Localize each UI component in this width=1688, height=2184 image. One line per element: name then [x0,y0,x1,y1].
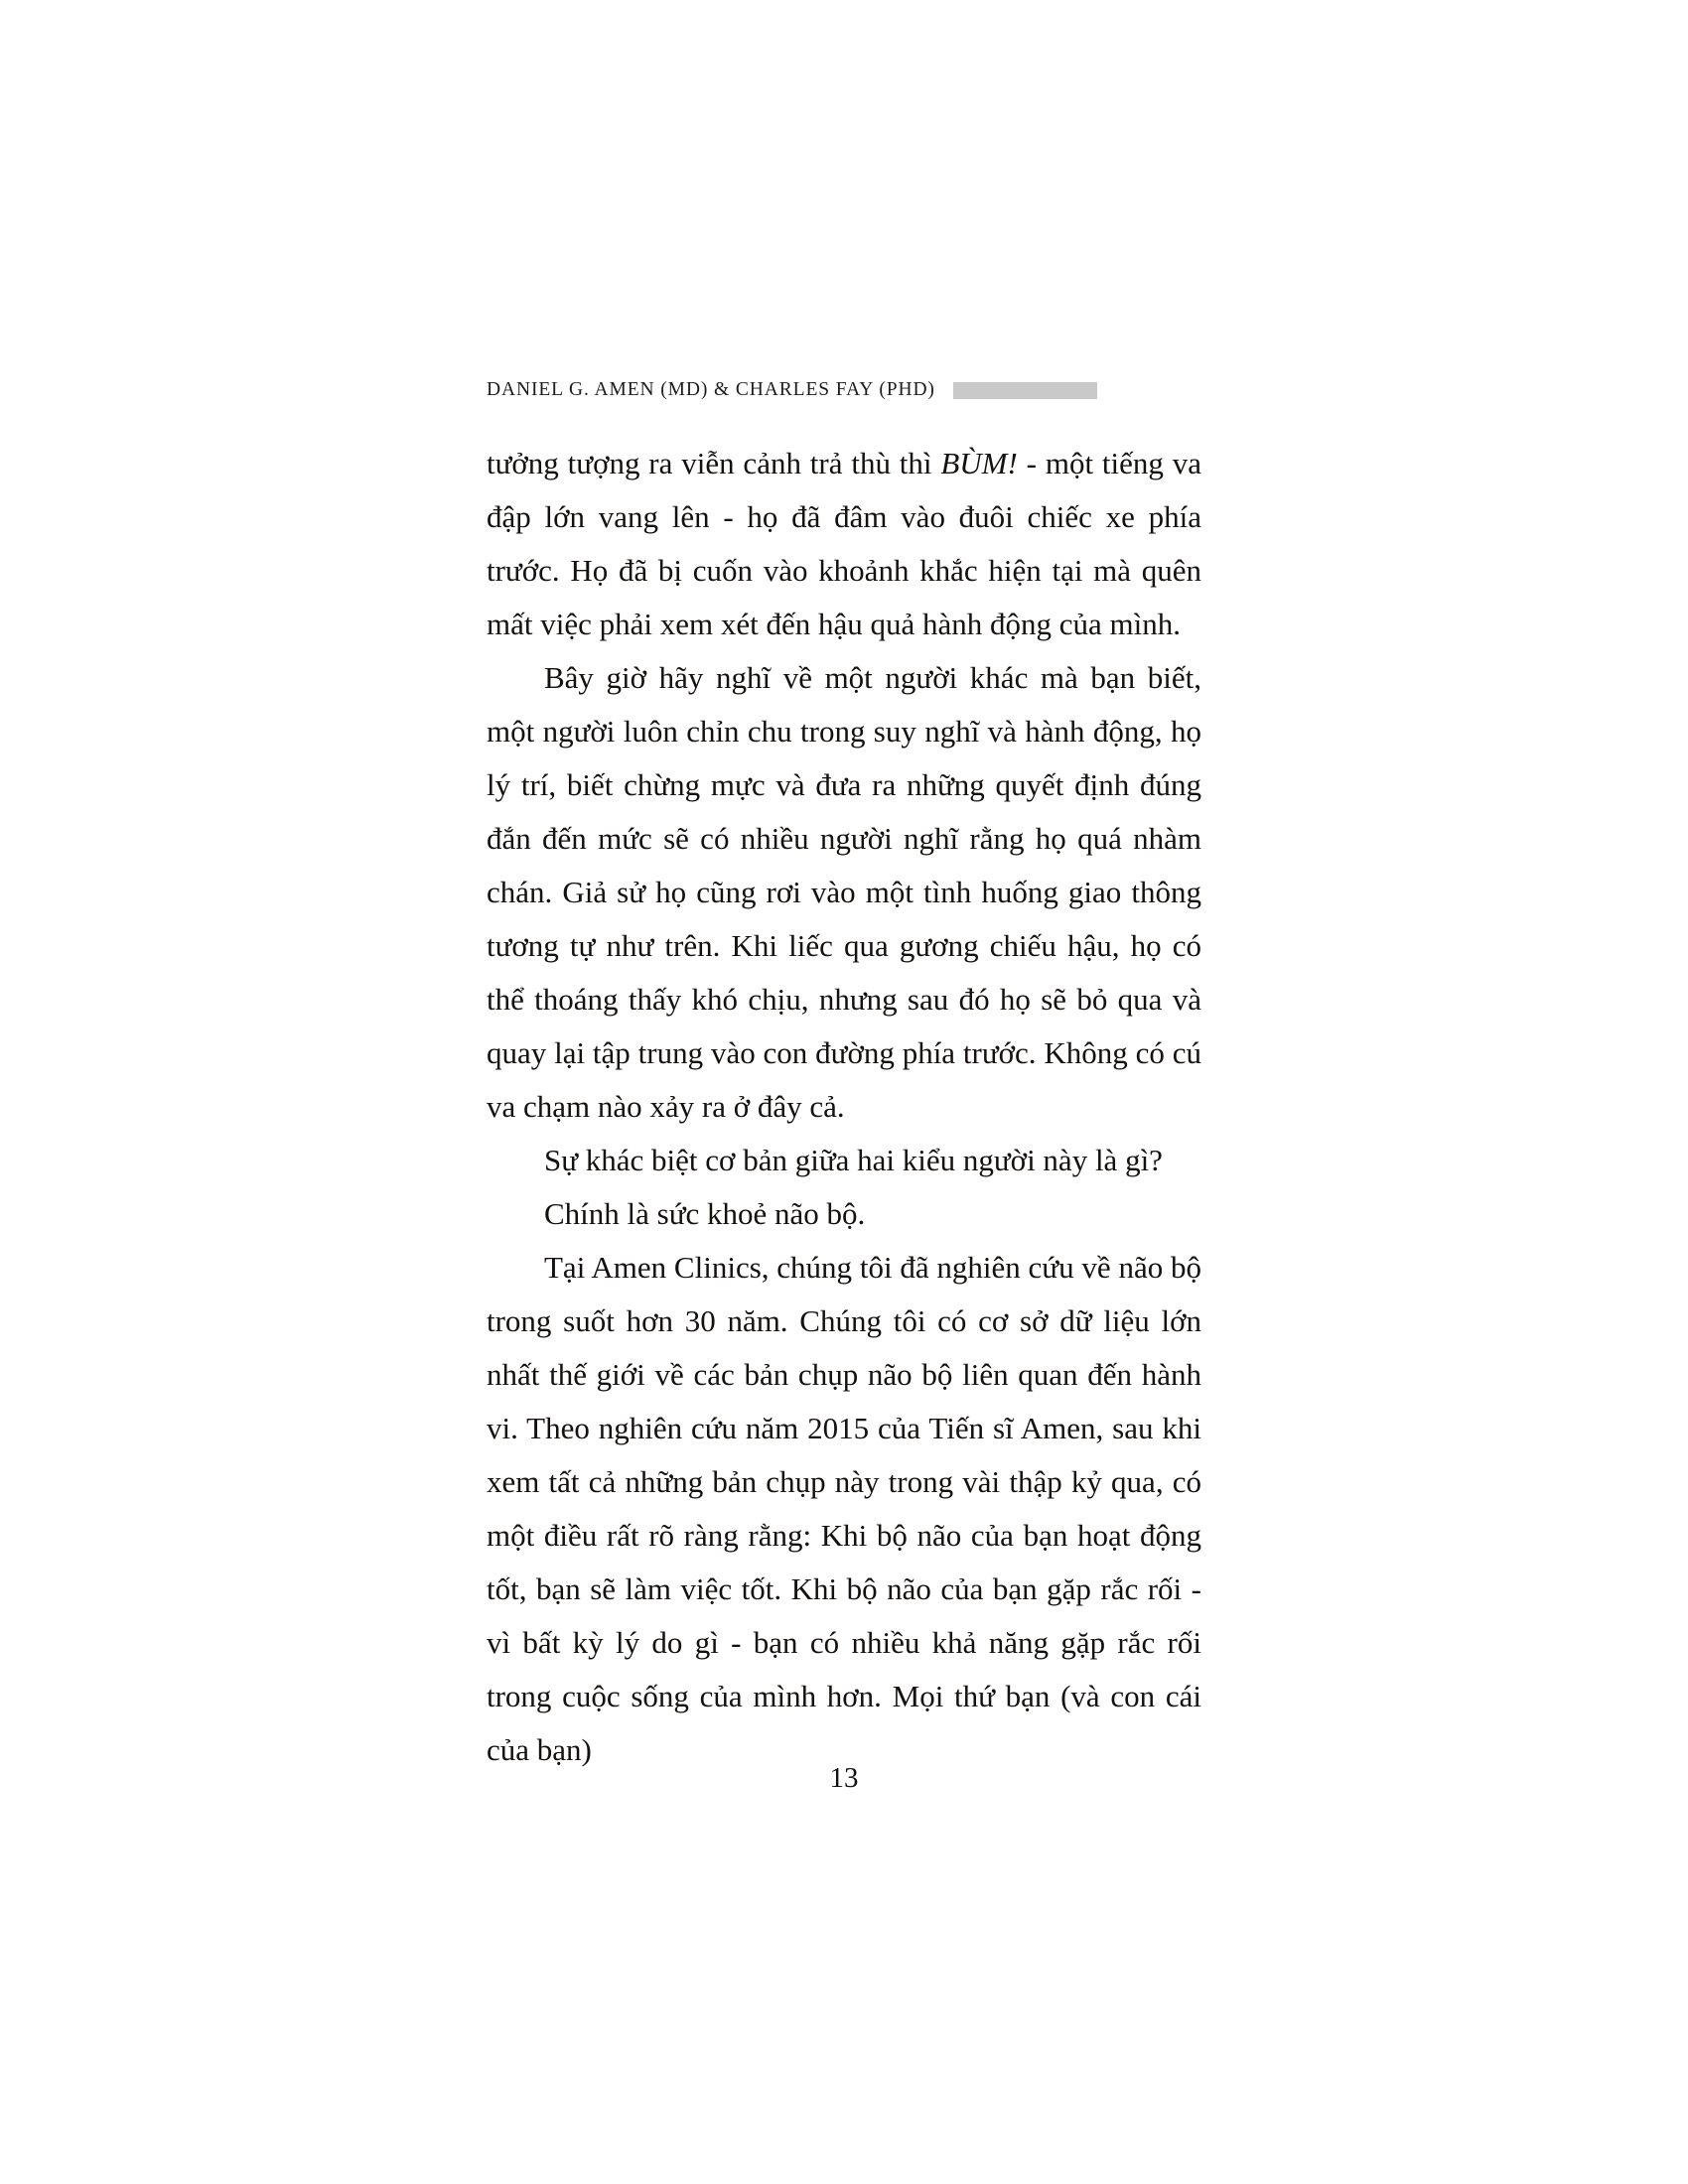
paragraph: Chính là sức khoẻ não bộ. [544,1196,866,1231]
paragraph: Tại Amen Clinics, chúng tôi đã nghiên cứu về não bộ trong suốt hơn 30 năm. Chúng tôi có cơ sở dữ liệu lớn nhất thế giới về các bản chụp não bộ liên quan đến hành vi. Theo nghiên cứu năm 2015 của Tiến sĩ Amen, sau khi xem tất cả những bản chụp này trong vài thập kỷ qua, có một điều rất rõ ràng rằng: Khi bộ não của bạn hoạt động tốt, bạn sẽ làm việc tốt. Khi bộ não của bạn gặp rắc rối - vì bất kỳ lý do gì - bạn có nhiều khả năng gặp rắc rối trong cuộc sống của mình hơn. Mọi thứ bạn (và con cái của bạn) [487,1250,1201,1767]
running-head-title: DANIEL G. AMEN (MD) & CHARLES FAY (PHD) [487,379,935,400]
paragraph: tưởng tượng ra viễn cảnh trả thù thì BÙM! - một tiếng va đập lớn vang lên - họ đã đâm vào đuôi chiếc xe phía trước. Họ đã bị cuốn vào khoảnh khắc hiện tại mà quên mất việc phải xem xét đến hậu quả hành động của mình. [487,446,1202,641]
page-number: 13 [829,1762,859,1794]
page-header [487,377,1360,403]
header-decorative-bar [953,382,1097,399]
paragraph: Bây giờ hãy nghĩ về một người khác mà bạn biết, một người luôn chỉn chu trong suy nghĩ và hành động, họ lý trí, biết chừng mực và đưa ra những quyết định đúng đắn đến mức sẽ có nhiều người nghĩ rằng họ quá nhàm chán. Giả sử họ cũng rơi vào một tình huống giao thông tương tự như trên. Khi liếc qua gương chiếu hậu, họ có thể thoáng thấy khó chịu, nhưng sau đó họ sẽ bỏ qua và quay lại tập trung vào con đường phía trước. Không có cú va chạm nào xảy ra ở đây cả. [487,660,1201,1124]
body-text-block [487,437,1201,1777]
paragraph: Sự khác biệt cơ bản giữa hai kiểu người này là gì? [544,1143,1163,1177]
